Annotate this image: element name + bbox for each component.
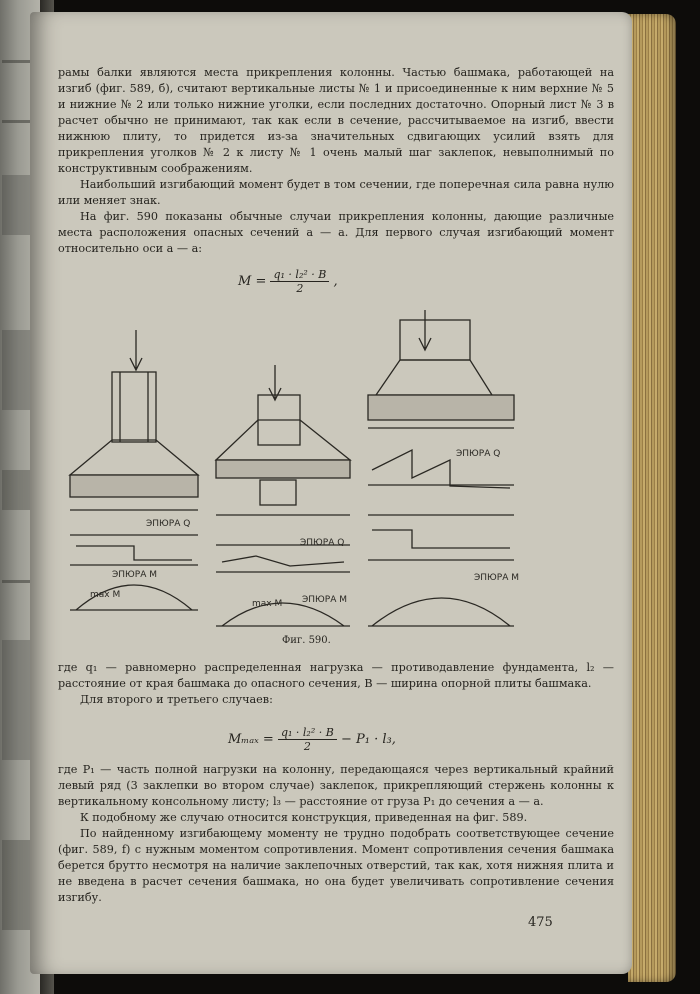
paragraph-4: где q₁ — равномерно распределенная нагрузка — противодавление фундамента, l₂ — расстояние от края башмака до опасного сечения, B — ширина опорной плиты башмака. bbox=[58, 661, 614, 690]
paragraph-6: где P₁ — часть полной нагрузки на колонну, передающаяся через вертикальный крайний левый ряд (3 заклепки во втором случае) заклепок, прикрепляющий стержень колонны к вертикальному консольному листу; l₃ — расстояние от груза P₁ до сечения a — a. bbox=[58, 763, 614, 808]
base-case-2-drawing bbox=[216, 365, 350, 626]
paragraph-8: По найденному изгибающему моменту не трудно подобрать соответствующее сечение (фиг. 589, f) с нужным моментом сопротивления. Момент сопротивления сечения башмака берется брутто несмотря на наличие заклепочных отверстий, так как, хотя нижняя плита и не введена в расчет сечения башмака, но она будет увеличивать сопротивление сечения изгибу. bbox=[58, 827, 614, 904]
formula-moment bbox=[238, 268, 338, 295]
figure-590 bbox=[60, 310, 530, 635]
paragraph-3: На фиг. 590 показаны обычные случаи прикрепления колонны, дающие различные места расположения опасных сечений a — a. Для первого случая изгибающий момент относительно оси a — a: bbox=[58, 210, 614, 255]
label-case1-epyura-q: ЭПЮРА Q bbox=[146, 519, 191, 529]
top-text-block bbox=[58, 65, 614, 257]
middle-text-block bbox=[58, 660, 614, 708]
formula-max-moment bbox=[228, 726, 396, 753]
label-case2-epyura-m: ЭПЮРА M bbox=[302, 595, 347, 605]
label-case1-max-m: max M bbox=[90, 590, 121, 600]
label-case3-epyura-q: ЭПЮРА Q bbox=[456, 449, 501, 459]
formula1-tail: , bbox=[333, 274, 338, 289]
paragraph-7: К подобному же случаю относится конструкция, приведенная на фиг. 589. bbox=[80, 811, 528, 824]
paragraph-5: Для второго и третьего случаев: bbox=[80, 693, 273, 706]
formula1-lhs: M = bbox=[238, 274, 267, 289]
paragraph-1: рамы балки являются места прикрепления колонны. Частью башмака, работающей на изгиб (фиг. 589, б), считают вертикальные листы № 1 и присоединенные к ним верхние № 5 и нижние № 2 или только нижние уголки, если последних достаточно. Опорный лист № 3 в расчет обычно не принимают, так как если в сечение, рассчитываемое на изгиб, ввести нижнюю плиту, то придется из-за значительных сдвигающих усилий взять для прикрепления уголков № 2 к листу № 1 очень малый шаг заклепок, невыполнимый по конструктивным соображениям. bbox=[58, 66, 614, 175]
figure-caption: Фиг. 590. bbox=[282, 635, 331, 646]
label-case3-epyura-m: ЭПЮРА M bbox=[474, 573, 519, 583]
label-case2-max-m: max M bbox=[252, 599, 283, 609]
formula2-lhs: Mₘₐₓ = bbox=[228, 732, 274, 747]
formula1-denominator: 2 bbox=[296, 282, 304, 295]
label-case2-epyura-q: ЭПЮРА Q bbox=[300, 538, 345, 548]
base-case-1-drawing bbox=[70, 330, 198, 610]
formula1-fraction bbox=[270, 268, 329, 295]
bottom-text-block bbox=[58, 762, 614, 906]
page-number: 475 bbox=[528, 915, 553, 930]
formula1-numerator: q₁ · l₂² · B bbox=[270, 268, 329, 282]
formula2-tail: − P₁ · l₃, bbox=[340, 732, 396, 747]
formula2-denominator: 2 bbox=[303, 740, 311, 753]
page-edges bbox=[628, 14, 676, 982]
label-case1-epyura-m: ЭПЮРА M bbox=[112, 570, 157, 580]
formula2-numerator: q₁ · l₂² · B bbox=[278, 726, 337, 740]
paragraph-2: Наибольший изгибающий момент будет в том сечении, где поперечная сила равна нулю или меняет знак. bbox=[58, 178, 614, 207]
formula2-fraction bbox=[278, 726, 337, 753]
